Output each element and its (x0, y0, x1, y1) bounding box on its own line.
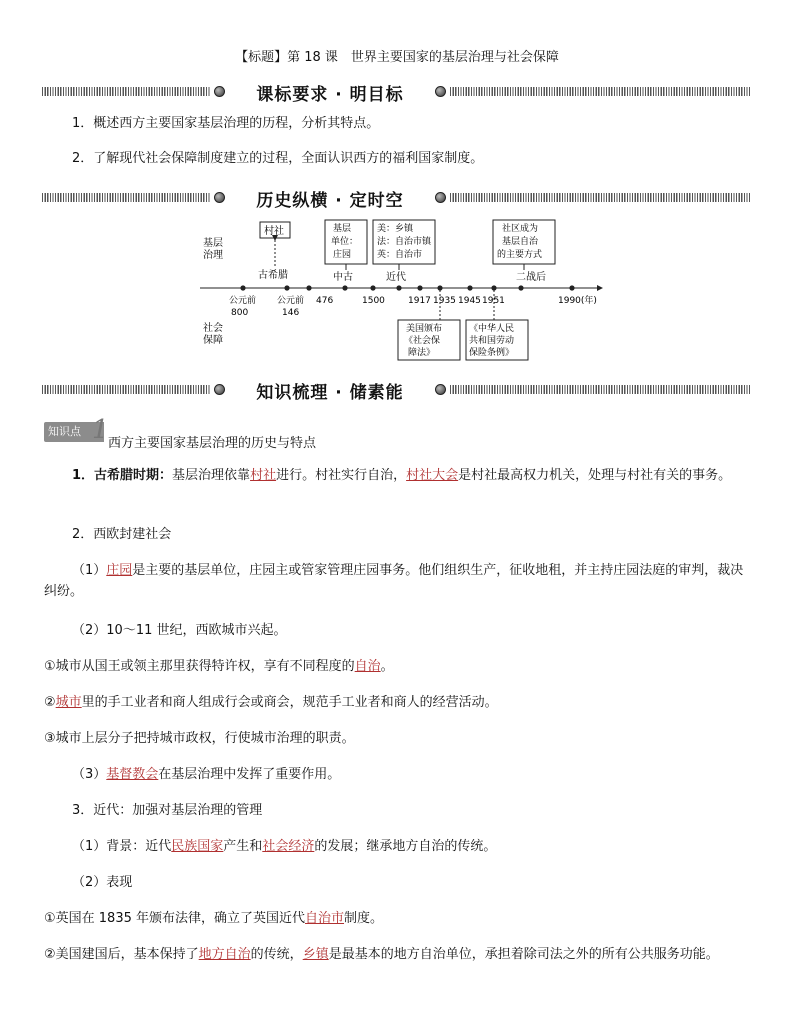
row-label-governance-2: 治理 (203, 250, 223, 261)
banner-title: 课标要求 · 明目标 (256, 85, 404, 105)
tick-146-a: 公元前 (277, 296, 305, 306)
para-8-text: （3） (72, 767, 107, 782)
banner-rule-right (450, 385, 750, 394)
box-us-l2: 《社会保 (404, 336, 441, 346)
para-5-text: ①城市从国王或领主那里获得特许权，享有不同程度的 (44, 659, 355, 674)
blank-social-economy: 社会经济 (262, 839, 315, 854)
para-8 (44, 764, 752, 785)
period-modern: 近代 (386, 272, 406, 283)
para-12-text: 制度。 (344, 911, 384, 926)
banner-title: 知识梳理 · 储素能 (256, 383, 404, 403)
tick-1951: 1951 (482, 296, 505, 306)
para-12 (44, 908, 752, 929)
para-12-text: ①英国在 1835 年颁布法律，确立了英国近代 (44, 911, 306, 926)
box-manor-l2: 单位： (331, 237, 359, 247)
para-1-lead: 1．古希腊时期： (72, 468, 173, 483)
para-10 (44, 836, 752, 857)
tick-1500: 1500 (362, 296, 385, 306)
para-3-text: 是主要的基层单位，庄园主或管家管理庄园事务。他们组织生产，征收地租，并主持庄园法庭的审判，裁决纠纷。 (44, 563, 744, 599)
para-8-text: 在基层治理中发挥了重要作用。 (158, 767, 341, 782)
para-1-text: 进行。村社实行自治， (276, 468, 407, 483)
banner-title: 历史纵横 · 定时空 (256, 191, 404, 211)
period-postwar: 二战后 (516, 272, 546, 283)
box-community-l1: 社区成为 (502, 224, 539, 234)
para-7: ③城市上层分子把持城市政权，行使城市治理的职责。 (44, 731, 355, 746)
blank-village-commune: 村社 (250, 468, 277, 483)
blank-nation-state: 民族国家 (171, 839, 224, 854)
box-us-l3: 障法》 (408, 348, 436, 358)
para-10-text: （1）背景：近代 (72, 839, 172, 854)
blank-city: 城市 (55, 695, 82, 710)
para-10-text: 产生和 (223, 839, 263, 854)
box-manor-l3: 庄园 (333, 250, 352, 260)
banner-dot-left (214, 384, 225, 395)
para-1 (44, 465, 752, 486)
box-village-commune-label: 村社 (264, 226, 284, 237)
blank-borough: 自治市 (305, 911, 345, 926)
box-community-l3: 的主要方式 (497, 250, 543, 260)
para-9: 3．近代：加强对基层治理的管理 (72, 803, 263, 818)
para-13-text: 是最基本的地方自治单位，承担着除司法之外的所有公共服务功能。 (328, 947, 719, 962)
objective-2: 2．了解现代社会保障制度建立的过程，全面认识西方的福利国家制度。 (72, 151, 484, 166)
para-6-text: 里的手工业者和商人组成行会或商会，规范手工业者和商人的经营活动。 (81, 695, 498, 710)
blank-township: 乡镇 (302, 947, 329, 962)
para-5-text: 。 (380, 659, 394, 674)
para-10-text: 的发展；继承地方自治的传统。 (314, 839, 497, 854)
para-6 (44, 692, 752, 713)
knowledge-point-number: 1 (92, 415, 109, 445)
box-manor-l1: 基层 (333, 224, 352, 234)
para-3-text: （1） (72, 563, 107, 578)
blank-local-autonomy: 地方自治 (198, 947, 251, 962)
blank-autonomy: 自治 (354, 659, 381, 674)
tick-800-b: 800 (231, 308, 249, 318)
para-1-text: 基层治理依靠 (172, 468, 251, 483)
box-community-l2: 基层自治 (502, 237, 539, 247)
tick-1945: 1945 (458, 296, 481, 306)
tick-800-a: 公元前 (229, 296, 257, 306)
tick-1990: 1990(年) (558, 296, 597, 306)
box-cn-l1: 《中华人民 (469, 324, 515, 334)
tick-1917: 1917 (408, 296, 431, 306)
row-label-governance-1: 基层 (203, 238, 223, 249)
banner-dot-right (435, 384, 446, 395)
para-6-text: ② (44, 695, 56, 710)
box-modern-l1: 美：乡镇 (377, 224, 414, 234)
blank-village-assembly: 村社大会 (406, 468, 459, 483)
knowledge-point-title: 西方主要国家基层治理的历史与特点 (108, 436, 317, 451)
para-13-text: ②美国建国后，基本保持了 (44, 947, 199, 962)
box-us-l1: 美国颁布 (406, 324, 443, 334)
box-modern-l3: 英：自治市 (377, 250, 423, 260)
blank-church: 基督教会 (106, 767, 159, 782)
tick-146-b: 146 (282, 308, 300, 318)
banner-rule-left (42, 385, 210, 394)
period-greece: 古希腊 (258, 270, 288, 281)
para-2: 2．西欧封建社会 (72, 527, 172, 542)
box-modern-l2: 法：自治市镇 (377, 237, 432, 247)
section-banner-knowledge (42, 378, 750, 402)
blank-manor: 庄园 (106, 563, 133, 578)
box-cn-l2: 共和国劳动 (469, 336, 515, 346)
row-label-security-2: 保障 (203, 335, 223, 346)
para-11: （2）表现 (72, 875, 133, 890)
para-13-text: 的传统， (250, 947, 303, 962)
para-5 (44, 656, 752, 677)
para-1-text: 是村社最高权力机关，处理与村社有关的事务。 (458, 468, 732, 483)
para-13 (44, 944, 752, 965)
tick-476: 476 (316, 296, 334, 306)
box-cn-l3: 保险条例》 (469, 348, 515, 358)
period-medieval: 中古 (333, 272, 353, 283)
knowledge-point-header (44, 415, 317, 451)
tick-1935: 1935 (433, 296, 456, 306)
page-title: 【标题】第 18 课 世界主要国家的基层治理与社会保障 (235, 50, 559, 65)
para-3 (44, 560, 752, 602)
knowledge-point-badge: 知识点 (44, 422, 104, 442)
row-label-security-1: 社会 (203, 323, 223, 334)
objective-1: 1．概述西方主要国家基层治理的历程，分析其特点。 (72, 116, 380, 131)
para-4: （2）10～11 世纪，西欧城市兴起。 (72, 623, 287, 638)
